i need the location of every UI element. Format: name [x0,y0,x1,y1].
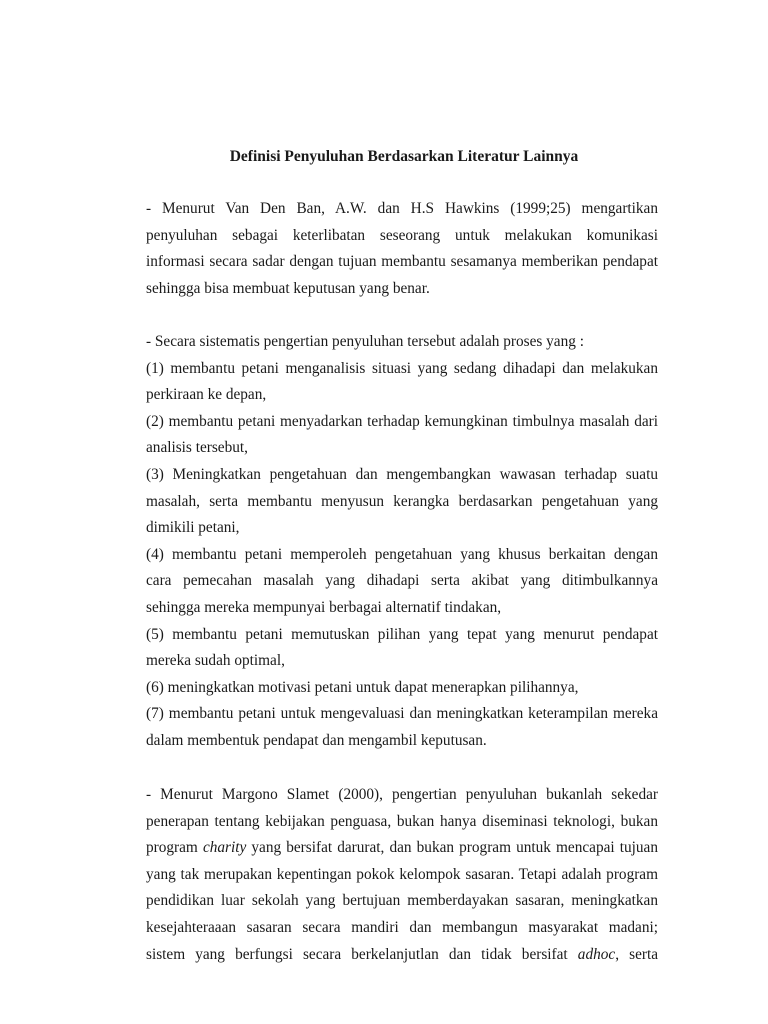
list-item-6: (6) meningkatkan motivasi petani untuk dapat menerapkan pilihannya, [146,678,579,696]
list-item-7: (7) membantu petani untuk mengevaluasi dan meningkatkan keterampilan mereka [146,705,658,723]
text-line: informasi secara sadar dengan tujuan membantu sesamanya memberikan pendapat [146,253,658,271]
text-line-with-italic [146,835,658,862]
list-item-4: (4) membantu petani memperoleh pengetahuan yang khusus berkaitan dengan [146,545,658,563]
text-line: sehingga bisa membuat keputusan yang benar. [146,279,430,297]
text-line: cara pemecahan masalah yang dihadapi serta akibat yang ditimbulkannya [146,572,658,590]
text-line: penerapan tentang kebijakan penguasa, bukan hanya diseminasi teknologi, bukan [146,812,658,830]
text-line: - Menurut Margono Slamet (2000), pengertian penyuluhan bukanlah sekedar [146,786,658,803]
list-item-3: (3) Meningkatkan pengetahuan dan mengembangkan wawasan terhadap suatu [146,465,658,483]
text-segment: program [146,839,203,857]
paragraph-sistematis [146,329,658,755]
text-line: masalah, serta membantu menyusun kerangka berdasarkan pengetahuan yang [146,492,658,510]
list-item-2: (2) membantu petani menyadarkan terhadap kemungkinan timbulnya masalah dari [146,412,658,430]
text-line: pendidikan luar sekolah yang bertujuan memberdayakan sasaran, meningkatkan [146,892,658,910]
text-line: penyuluhan sebagai keterlibatan seseorang untuk melakukan komunikasi [146,226,658,244]
text-line: perkiraan ke depan, [146,386,267,404]
text-line: sehingga mereka mempunyai berbagai alternatif tindakan, [146,598,502,616]
list-item-5: (5) membantu petani memutuskan pilihan yang tepat yang menurut pendapat [146,625,658,643]
text-line: yang tak merupakan kepentingan pokok kelompok sasaran. Tetapi adalah program [146,865,658,883]
text-line: - Secara sistematis pengertian penyuluhan tersebut adalah proses yang : [146,333,584,350]
text-line: - Menurut Van Den Ban, A.W. dan H.S Hawkins (1999;25) mengartikan [146,200,658,217]
italic-term-adhoc: adhoc [577,945,616,963]
text-segment: , serta [615,945,658,963]
text-line: mereka sudah optimal, [146,652,285,670]
text-segment: yang bersifat darurat, dan bukan program untuk mencapai tujuan [246,839,658,857]
text-line: kesejahteraaan sasaran secara mandiri dan membangun masyarakat madani; [146,918,658,936]
text-line-with-italic [146,942,658,969]
text-segment: sistem yang berfungsi secara berkelanjutlan dan tidak bersifat [146,945,578,963]
text-line: dimikili petani, [146,519,240,537]
list-item-1: (1) membantu petani menganalisis situasi yang sedang dihadapi dan melakukan [146,359,658,377]
text-line: analisis tersebut, [146,439,248,457]
text-line: dalam membentuk pendapat dan mengambil keputusan. [146,731,487,749]
paragraph-van-den-ban [146,196,658,302]
document-title: Definisi Penyuluhan Berdasarkan Literatur Lainnya [229,148,579,165]
italic-term-charity: charity [202,839,247,857]
paragraph-margono-slamet [146,782,658,968]
